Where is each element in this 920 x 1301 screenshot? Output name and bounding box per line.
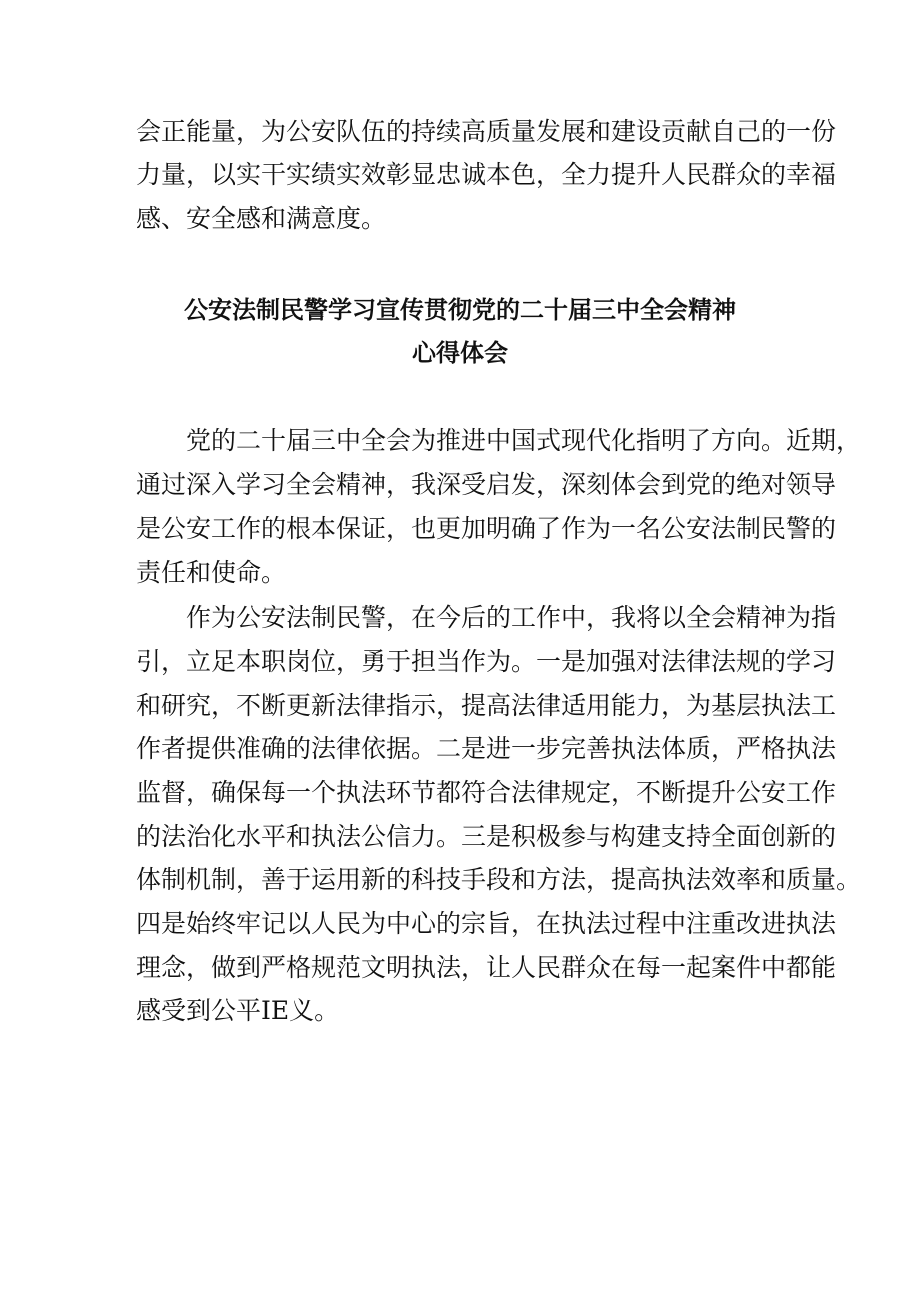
paragraph-2-line: 引，立足本职岗位，勇于担当作为。一是加强对法律法规的学习 xyxy=(136,647,837,676)
continuation-line: 感、安全感和满意度。 xyxy=(136,204,387,233)
paragraph-2-line: 四是始终牢记以人民为中心的宗旨，在执法过程中注重改进执法 xyxy=(136,909,837,938)
document-title: 公安法制民警学习宣传贯彻党的二十届三中全会精神 xyxy=(184,296,736,324)
paragraph-2-line: 作为公安法制民警，在今后的工作中，我将以全会精神为指 xyxy=(136,603,837,632)
document-subtitle: 心得体会 xyxy=(412,339,508,367)
paragraph-2-line: 理念，做到严格规范文明执法，让人民群众在每一起案件中都能 xyxy=(136,953,837,982)
paragraph-2-line: 体制机制，善于运用新的科技手段和方法，提高执法效率和质量。 xyxy=(136,865,862,894)
continuation-line: 力量，以实干实绩实效彰显忠诚本色，全力提升人民群众的幸福 xyxy=(136,160,837,189)
paragraph-1-line: 通过深入学习全会精神，我深受启发，深刻体会到党的绝对领导 xyxy=(136,470,837,499)
paragraph-2-line: 的法治化水平和执法公信力。三是积极参与构建支持全面创新的 xyxy=(136,822,837,851)
paragraph-2-line: 监督，确保每一个执法环节都符合法律规定，不断提升公安工作 xyxy=(136,778,837,807)
paragraph-1-line: 是公安工作的根本保证，也更加明确了作为一名公安法制民警的 xyxy=(136,514,837,543)
paragraph-2-line: 和研究，不断更新法律指示，提高法律适用能力，为基层执法工 xyxy=(136,691,837,720)
continuation-line: 会正能量，为公安队伍的持续高质量发展和建设贡献自己的一份 xyxy=(136,117,837,146)
paragraph-1-line: 党的二十届三中全会为推进中国式现代化指明了方向。近期， xyxy=(136,426,862,455)
paragraph-2-line: 感受到公平IE义。 xyxy=(136,996,340,1025)
paragraph-1-line: 责任和使命。 xyxy=(136,558,287,587)
paragraph-2-line: 作者提供准确的法律依据。二是进一步完善执法体质，严格执法 xyxy=(136,734,837,763)
